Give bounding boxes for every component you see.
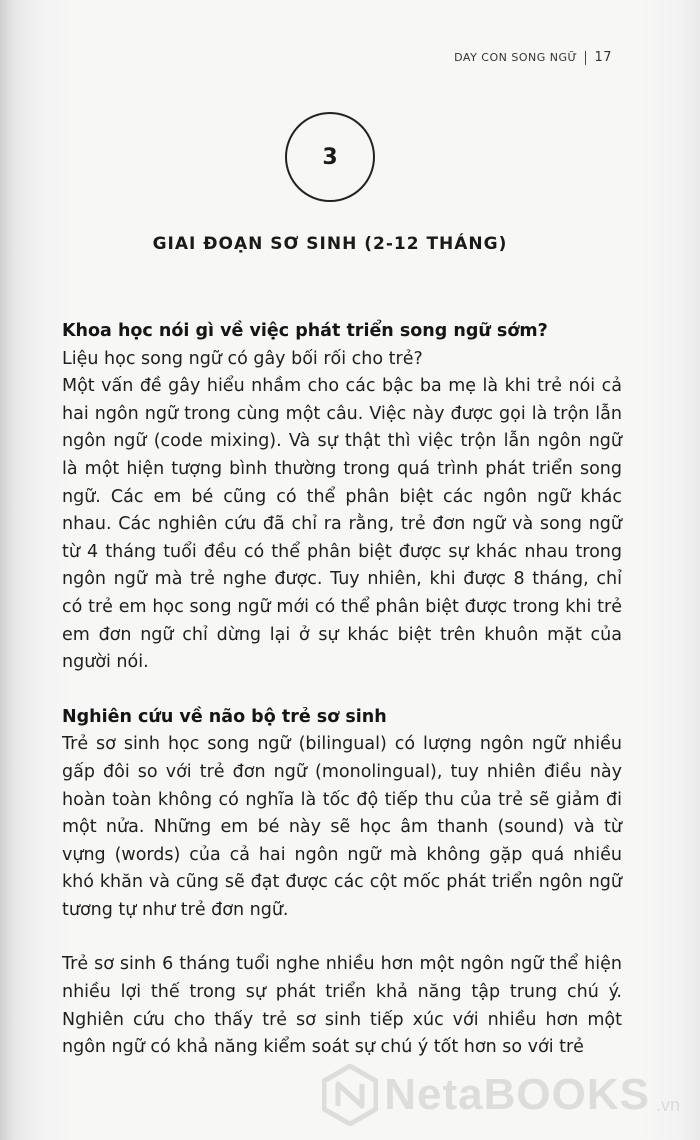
page-number: 17 <box>594 50 612 65</box>
body-paragraph: Một vấn đề gây hiểu nhầm cho các bậc ba mẹ là khi trẻ nói cả hai ngôn ngữ trong cùng một câu. Việc này được gọi là trộn lẫn ngôn ngữ (code mixing). Và sự thật thì việc trộn lẫn ngôn ngữ là một hiện tượng bình thường trong quá trình phát triển song ngữ. Các em bé cũng có thể phân biệt các ngôn ngữ khác nhau. Các nghiên cứu đã chỉ ra rằng, trẻ đơn ngữ và song ngữ từ 4 tháng tuổi đều có thể phân biệt được sự khác nhau trong ngôn ngữ mà trẻ nghe được. Tuy nhiên, khi được 8 tháng, chỉ có trẻ em học song ngữ mới có thể phân biệt được trong khi trẻ em đơn ngữ chỉ dừng lại ở sự khác biệt trên khuôn mặt của người nói. <box>62 376 622 673</box>
watermark <box>322 1064 680 1126</box>
page-body <box>62 318 622 1062</box>
section-heading: Khoa học nói gì về việc phát triển song ngữ sớm? <box>62 321 548 341</box>
running-head-divider <box>585 51 586 65</box>
running-head <box>454 50 612 65</box>
subheading-question: Liệu học song ngữ có gây bối rối cho trẻ? <box>62 348 423 369</box>
running-head-title: DAY CON SONG NGỮ <box>454 51 578 64</box>
section-heading: Nghiên cứu về não bộ trẻ sơ sinh <box>62 706 387 727</box>
watermark-suffix: .vn <box>655 1095 680 1115</box>
paragraph-spacer <box>62 924 622 951</box>
paragraph-spacer <box>62 677 622 704</box>
chapter-number: 3 <box>322 144 338 170</box>
body-paragraph: Trẻ sơ sinh học song ngữ (bilingual) có lượng ngôn ngữ nhiều gấp đôi so với trẻ đơn ngữ (monolingual), tuy nhiên điều này hoàn toàn không có nghĩa là tốc độ tiếp thu của trẻ sẽ giảm đi một nửa. Những em bé này sẽ học âm thanh (sound) và từ vựng (words) của cả hai ngôn ngữ mà không gặp quá nhiều khó khăn và cũng sẽ đạt được các cột mốc phát triển ngôn ngữ tương tự như trẻ đơn ngữ. <box>62 734 622 920</box>
chapter-title: GIAI ĐOẠN SƠ SINH (2-12 THÁNG) <box>152 234 508 254</box>
body-paragraph: Trẻ sơ sinh 6 tháng tuổi nghe nhiều hơn một ngôn ngữ thể hiện nhiều lợi thế trong sự phát triển khả năng tập trung chú ý. Nghiên cứu cho thấy trẻ sơ sinh tiếp xúc với nhiều hơn một ngôn ngữ có khả năng kiểm soát sự chú ý tốt hơn so với trẻ <box>62 954 622 1058</box>
watermark-brand: NetaBOOKS <box>384 1070 650 1119</box>
neta-logo-icon <box>322 1064 378 1126</box>
chapter-number-circle <box>285 112 375 202</box>
